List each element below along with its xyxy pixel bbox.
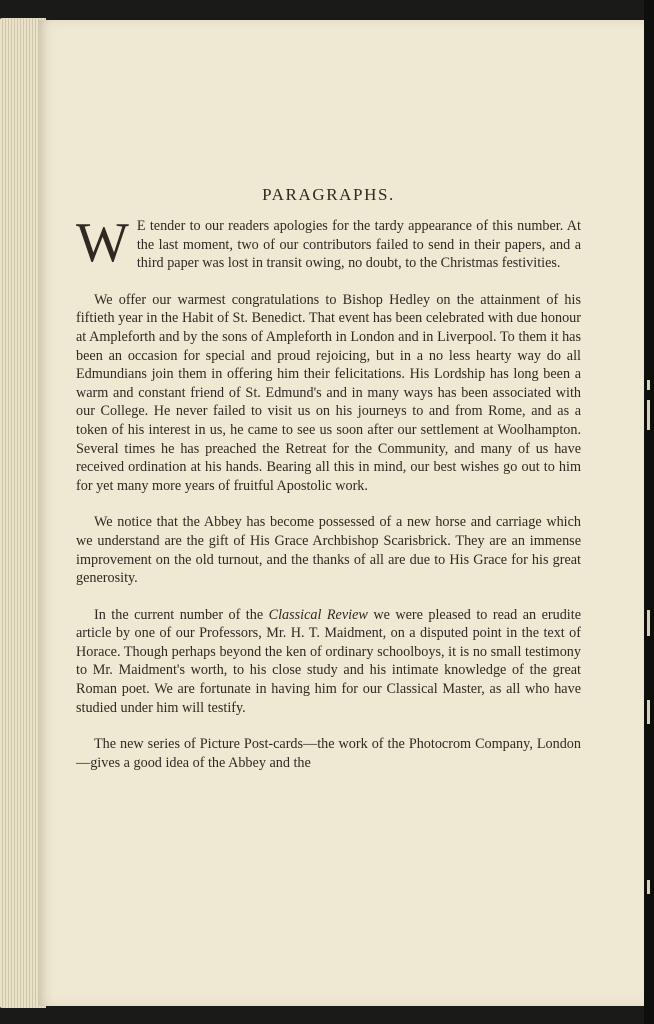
edge-mark: [647, 610, 650, 636]
edge-mark: [647, 880, 650, 894]
article: [76, 185, 581, 790]
scan-right-edge: [644, 0, 654, 1024]
paragraph-horse-carriage: We notice that the Abbey has become possessed of a new horse and carriage which we understand are the gift of His Grace Archbishop Scarisbrick. They are an immense improvement on the old turnout, and the thanks of all are due to His Grace for his great generosity.: [76, 514, 581, 587]
paragraph-postcards: The new series of Picture Post-cards—the work of the Photocrom Company, London—gives a good idea of the Abbey and the: [76, 736, 581, 771]
paragraph-classical-review: [76, 606, 581, 718]
paragraph-bishop-hedley: We offer our warmest congratulations to Bishop Hedley on the attainment of his fiftieth year in the Habit of St. Benedict. That event has been celebrated with due honour at Ampleforth and by the sons of Ampleforth in London and in Liverpool. To them it has been an occasion for special and proud rejoicing, but in a no less hearty way do all Edmundians join them in offering him their felicitations. His Lordship has long been a warm and constant friend of St. Edmund's and in many ways has been associated with our College. He never failed to visit us on his journeys to and from Rome, and as a token of his interest in us, he came to see us soon after our settlement at Woolhampton. Several times he has preached the Retreat for the Community, and many of us have received ordination at his hands. Bearing all this in mind, our best wishes go out to him for yet many more years of fruitful Apostolic work.: [76, 291, 581, 494]
edge-mark: [647, 700, 650, 724]
journal-title: Classical Review: [268, 606, 368, 623]
page-heading: PARAGRAPHS.: [262, 185, 395, 204]
drop-cap-continuation: E: [136, 218, 146, 234]
paragraph-apology: [76, 212, 581, 274]
edge-mark: [647, 380, 650, 390]
paragraph-text: tender to our readers apologies for the tardy appearance of this number. At the last moment, two of our contributors failed to send in their papers, and a third paper was lost in transit owing, no doubt, to the Christmas festivities.: [136, 218, 581, 272]
paragraph-text-after: we were pleased to read an erudite article by one of our Professors, Mr. H. T. Maidment, on a disputed point in the text of Horace. Though perhaps beyond the ken of ordinary schoolboys, it is no small testimony to Mr. Maidment's worth, to his close study and his intimate knowledge of the great Roman poet. We are fortunate in having him for our Classical Master, as all who have studied under him will testify.: [76, 606, 581, 716]
edge-mark: [647, 400, 650, 430]
paragraph-text-before: In the current number of the: [94, 606, 269, 623]
drop-cap-letter: W: [76, 212, 129, 274]
